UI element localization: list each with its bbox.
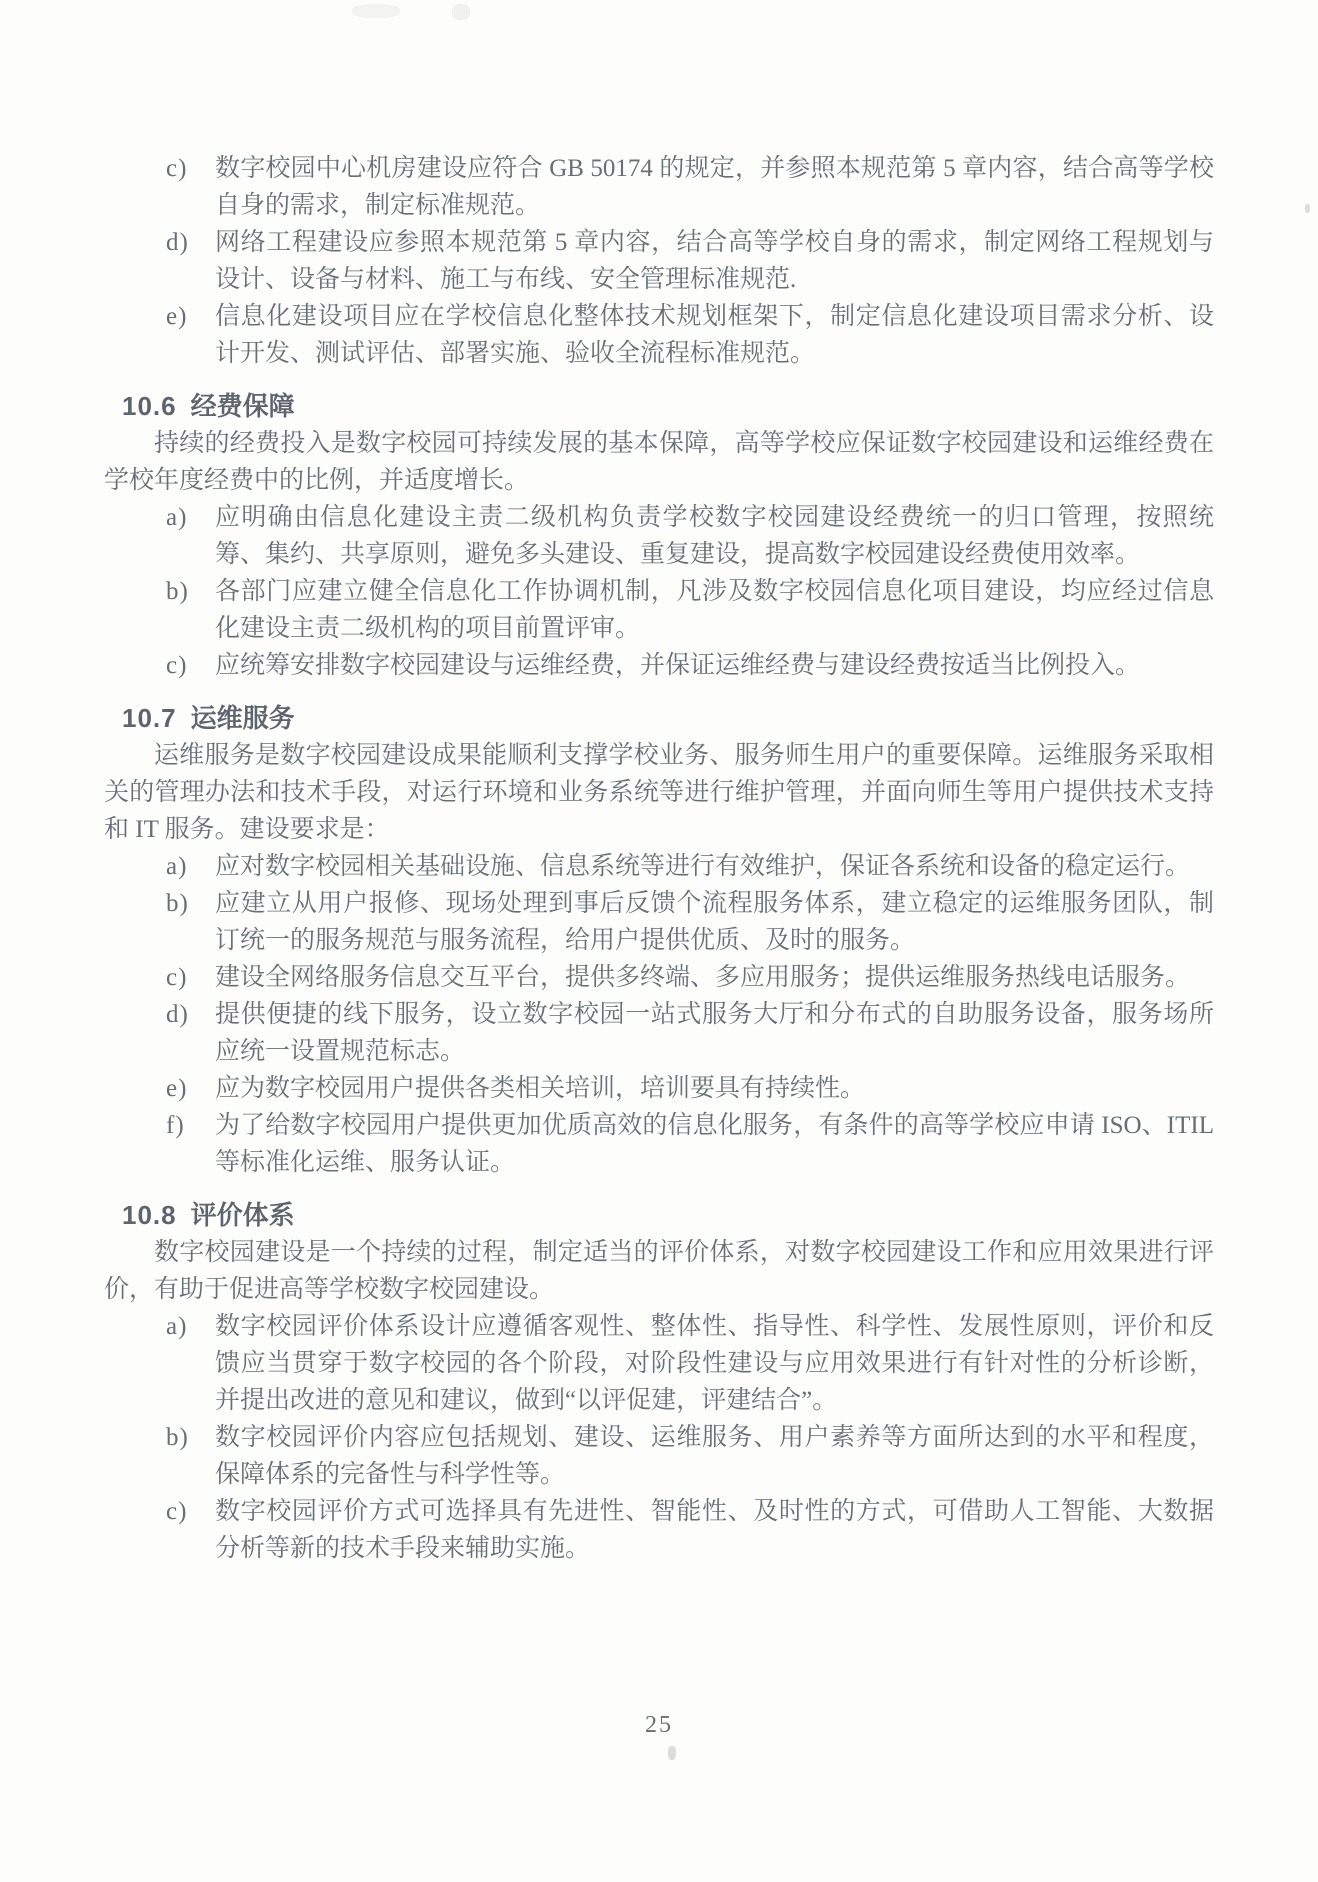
list-item	[104, 1419, 1214, 1493]
list-item	[104, 1308, 1214, 1419]
list-item	[104, 1493, 1214, 1567]
list-item-label: e)	[166, 1075, 188, 1102]
list-item-label: d)	[166, 229, 189, 256]
list-item-label: b)	[166, 578, 189, 605]
section-heading	[122, 388, 1214, 425]
section-heading	[122, 700, 1214, 737]
list-item-text: 应对数字校园相关基础设施、信息系统等进行有效维护，保证各系统和设备的稳定运行。	[215, 853, 1191, 880]
list-item-label: c)	[166, 964, 188, 991]
section-title-text: 评价体系	[190, 1200, 295, 1230]
section-heading	[122, 1197, 1214, 1234]
list-item-label: c)	[166, 1498, 188, 1525]
list-item-text: 应为数字校园用户提供各类相关培训，培训要具有持续性。	[215, 1075, 866, 1102]
list-item-label: b)	[166, 890, 189, 917]
list-item-label: c)	[166, 652, 188, 679]
section-number: 10.7	[122, 703, 177, 733]
list-item-text: 建设全网络服务信息交互平台，提供多终端、多应用服务；提供运维服务热线电话服务。	[215, 964, 1191, 991]
list-item	[104, 885, 1214, 959]
scan-smudge	[1305, 204, 1310, 213]
section-title-text: 经费保障	[190, 391, 295, 421]
list-item-text: 应明确由信息化建设主责二级机构负责学校数字校园建设经费统一的归口管理，按照统筹、集约、共享原则，避免多头建设、重复建设，提高数字校园建设经费使用效率。	[215, 504, 1214, 568]
page-number: 25	[645, 1712, 673, 1738]
section-intro: 数字校园建设是一个持续的过程，制定适当的评价体系，对数字校园建设工作和应用效果进行评价，有助于促进高等学校数字校园建设。	[104, 1239, 1214, 1303]
list-item	[104, 573, 1214, 647]
list-item	[104, 150, 1214, 224]
list-item	[104, 499, 1214, 573]
section-10-6	[104, 388, 1214, 684]
list-item	[104, 224, 1214, 298]
page-body	[104, 150, 1214, 1567]
list-item	[104, 1070, 1214, 1107]
scan-smudge	[668, 1746, 676, 1760]
list-item-text: 数字校园评价内容应包括规划、建设、运维服务、用户素养等方面所达到的水平和程度，保障体系的完备性与科学性等。	[215, 1424, 1214, 1488]
section-10-8	[104, 1197, 1214, 1567]
section-number: 10.8	[122, 1200, 177, 1230]
section-10-7	[104, 700, 1214, 1181]
list-item-text: 提供便捷的线下服务，设立数字校园一站式服务大厅和分布式的自助服务设备，服务场所应统一设置规范标志。	[215, 1001, 1214, 1065]
list-item	[104, 298, 1214, 372]
section-intro: 持续的经费投入是数字校园可持续发展的基本保障，高等学校应保证数字校园建设和运维经费在学校年度经费中的比例，并适度增长。	[104, 430, 1214, 494]
list-item-label: c)	[166, 155, 188, 182]
section-title-text: 运维服务	[190, 703, 295, 733]
scan-smudge	[352, 4, 400, 18]
list-item-text: 应统筹安排数字校园建设与运维经费，并保证运维经费与建设经费按适当比例投入。	[215, 652, 1141, 679]
list-item-label: a)	[166, 1313, 188, 1340]
list-item-label: f)	[166, 1112, 185, 1139]
list-item	[104, 647, 1214, 684]
section-intro: 运维服务是数字校园建设成果能顺利支撑学校业务、服务师生用户的重要保障。运维服务采取相关的管理办法和技术手段，对运行环境和业务系统等进行维护管理，并面向师生等用户提供技术支持和 IT 服务。建设要求是：	[104, 742, 1214, 843]
list-item-text: 各部门应建立健全信息化工作协调机制，凡涉及数字校园信息化项目建设，均应经过信息化建设主责二级机构的项目前置评审。	[215, 578, 1214, 642]
list-item-label: e)	[166, 303, 188, 330]
list-item-label: a)	[166, 853, 188, 880]
list-item-label: a)	[166, 504, 188, 531]
list-item-text: 数字校园中心机房建设应符合 GB 50174 的规定，并参照本规范第 5 章内容，结合高等学校自身的需求，制定标准规范。	[215, 155, 1214, 219]
list-item-text: 信息化建设项目应在学校信息化整体技术规划框架下，制定信息化建设项目需求分析、设计开发、测试评估、部署实施、验收全流程标准规范。	[215, 303, 1214, 367]
scan-smudge	[452, 4, 470, 20]
list-item-label: d)	[166, 1001, 189, 1028]
list-item	[104, 1107, 1214, 1181]
list-item	[104, 848, 1214, 885]
list-item-text: 数字校园评价体系设计应遵循客观性、整体性、指导性、科学性、发展性原则，评价和反馈应当贯穿于数字校园的各个阶段，对阶段性建设与应用效果进行有针对性的分析诊断，并提出改进的意见和建议，做到“以评促建，评建结合”。	[215, 1313, 1214, 1414]
list-item-text: 应建立从用户报修、现场处理到事后反馈个流程服务体系，建立稳定的运维服务团队，制订统一的服务规范与服务流程，给用户提供优质、及时的服务。	[215, 890, 1214, 954]
section-number: 10.6	[122, 391, 177, 421]
list-item	[104, 996, 1214, 1070]
list-item-text: 数字校园评价方式可选择具有先进性、智能性、及时性的方式，可借助人工智能、大数据分析等新的技术手段来辅助实施。	[215, 1498, 1214, 1562]
list-item-text: 网络工程建设应参照本规范第 5 章内容，结合高等学校自身的需求，制定网络工程规划与设计、设备与材料、施工与布线、安全管理标准规范.	[215, 229, 1214, 293]
list-item-label: b)	[166, 1424, 189, 1451]
list-item-text: 为了给数字校园用户提供更加优质高效的信息化服务，有条件的高等学校应申请 ISO、ITIL 等标准化运维、服务认证。	[215, 1112, 1214, 1176]
list-item	[104, 959, 1214, 996]
